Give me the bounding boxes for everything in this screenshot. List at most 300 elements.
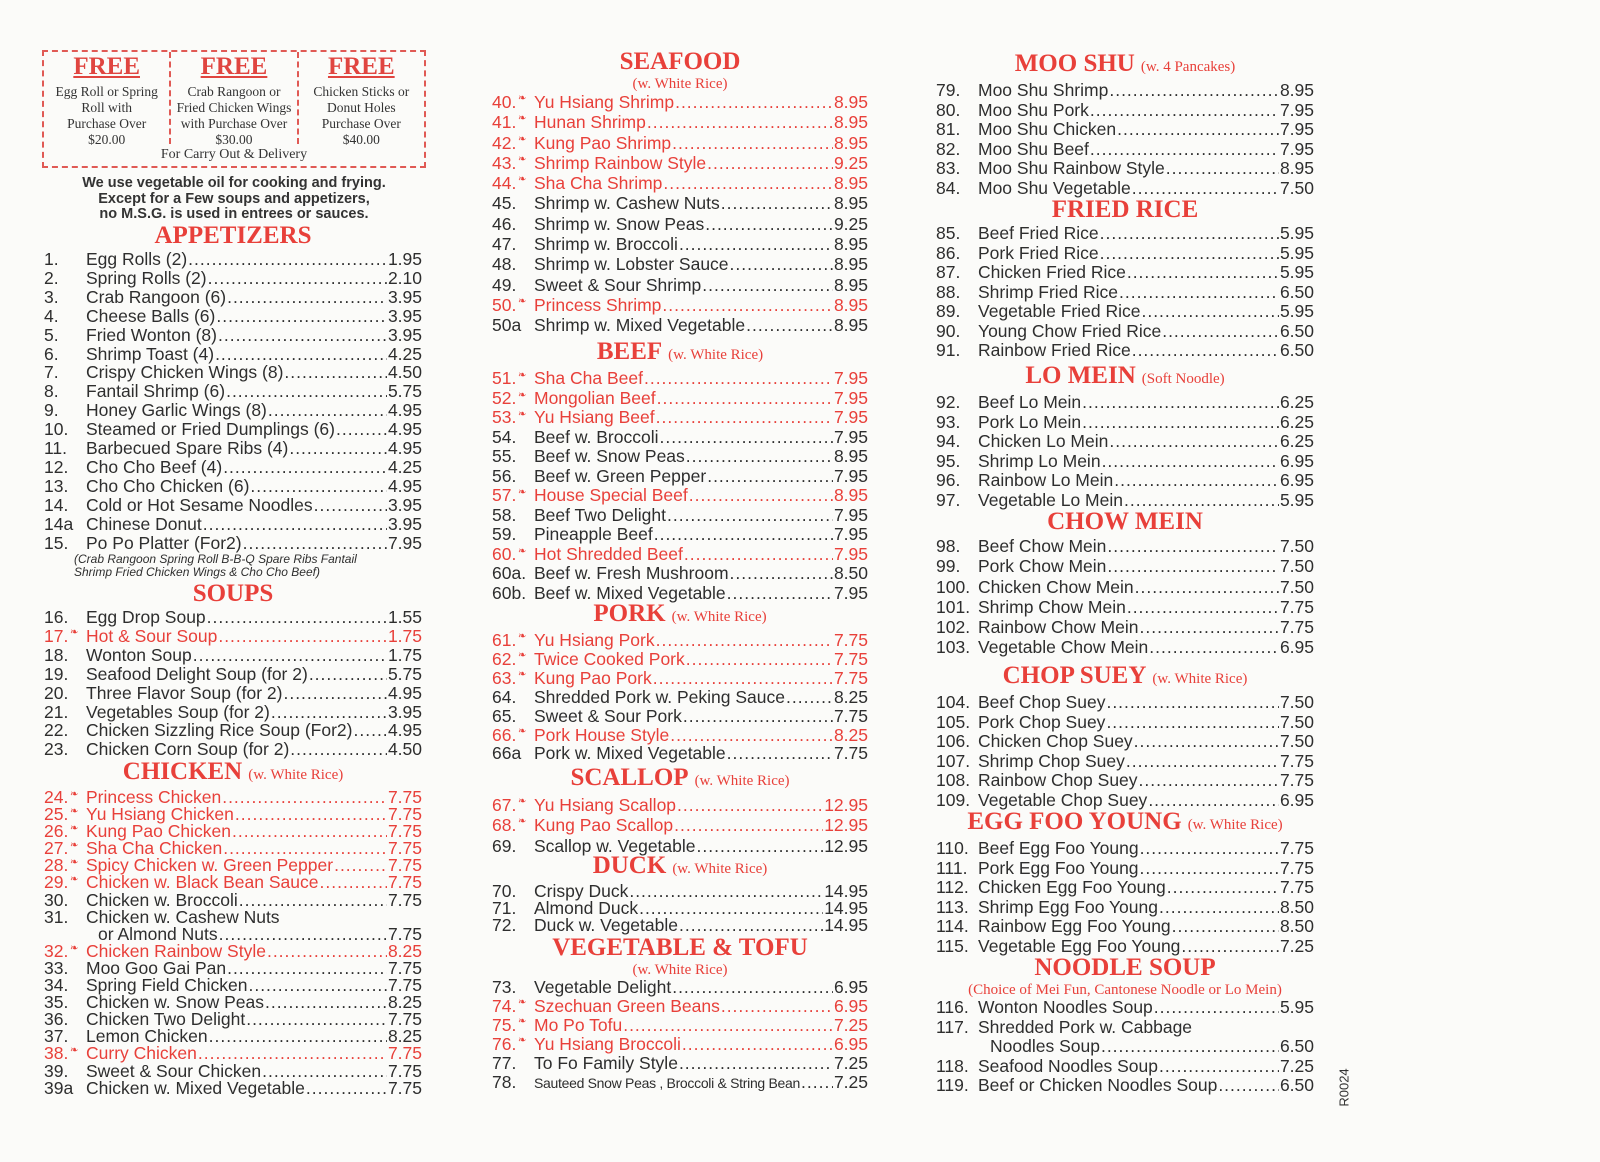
dot-leader <box>1109 432 1279 452</box>
item-price: 7.95 <box>833 524 868 544</box>
menu-item <box>936 556 1314 576</box>
item-number-text: 54. <box>492 426 517 447</box>
menu-item <box>936 771 1314 791</box>
menu-item <box>44 345 422 364</box>
item-price: 6.95 <box>1279 789 1314 810</box>
item-price: 3.95 <box>387 494 422 515</box>
item-price: 4.25 <box>387 343 422 364</box>
menu-item <box>936 859 1314 879</box>
dot-leader <box>1100 224 1279 244</box>
item-name: Spring Rolls (2) <box>86 267 207 288</box>
item-number-text: 64. <box>492 686 517 707</box>
item-name: Shrimp w. Lobster Sauce <box>534 254 729 275</box>
dot-leader <box>674 815 823 835</box>
item-price: 9.25 <box>833 213 868 234</box>
menu-item <box>492 669 868 688</box>
dot-leader <box>629 883 823 900</box>
menu-section-egg-foo-young <box>936 808 1314 956</box>
item-price: 8.95 <box>833 92 868 112</box>
item-price: 8.95 <box>833 173 868 194</box>
section-note: (w. White Rice) <box>1152 671 1248 687</box>
item-number-text: 87. <box>936 262 961 282</box>
item-number <box>492 650 534 669</box>
item-number <box>44 665 86 684</box>
pepper-icon: ❧ <box>70 840 79 852</box>
menu-item <box>492 173 868 193</box>
item-number-text: 90. <box>936 320 961 341</box>
dot-leader <box>188 250 387 269</box>
item-name: Pork Egg Foo Young <box>978 857 1139 878</box>
menu-item <box>936 917 1314 937</box>
item-price: 7.75 <box>1279 770 1314 790</box>
item-number <box>44 458 86 477</box>
section-title: CHOW MEIN <box>1047 508 1203 535</box>
item-price: 8.50 <box>1279 916 1314 936</box>
item-number-text: 18. <box>44 644 69 665</box>
item-name: Moo Shu Beef <box>978 138 1089 159</box>
item-name: Cheese Balls (6) <box>86 305 216 326</box>
item-price: 6.95 <box>833 977 868 997</box>
item-name: House Special Beef <box>534 485 688 505</box>
item-name: Scallop w. Vegetable <box>534 835 696 856</box>
item-price: 7.75 <box>833 648 868 669</box>
menu-item <box>492 978 868 997</box>
promo-offer <box>299 52 424 147</box>
item-name: Egg Drop Soup <box>86 607 206 627</box>
item-number-text: 16. <box>44 607 69 627</box>
item-name: Shrimp Rainbow Style <box>534 152 707 173</box>
item-price: 4.95 <box>387 419 422 440</box>
dot-leader <box>1114 471 1279 491</box>
menu-item <box>936 878 1314 898</box>
menu-item <box>44 1045 422 1062</box>
item-price: 6.50 <box>1279 1036 1314 1056</box>
item-price: 1.55 <box>387 607 422 627</box>
item-name: Hot Shredded Beef <box>534 543 683 564</box>
item-number <box>936 898 978 918</box>
item-name: Vegetable Egg Foo Young <box>978 935 1181 956</box>
menu-item <box>492 92 868 112</box>
item-number <box>492 254 534 274</box>
item-number-text: 101. <box>936 596 971 617</box>
item-number <box>492 795 534 815</box>
menu-item <box>936 432 1314 452</box>
item-number <box>492 631 534 650</box>
dot-leader <box>1082 413 1279 433</box>
item-number-text: 27. <box>44 838 69 859</box>
menu-item <box>44 721 422 740</box>
menu-item <box>936 536 1314 556</box>
menu-section-lo-mein <box>936 362 1314 510</box>
item-price: 6.95 <box>1279 637 1314 658</box>
item-number <box>492 1016 534 1035</box>
dot-leader <box>663 173 833 193</box>
item-number-text: 93. <box>936 411 961 432</box>
dot-leader <box>801 1073 833 1092</box>
item-price: 4.50 <box>387 362 422 383</box>
pepper-icon: ❧ <box>518 153 527 165</box>
item-price: 1.75 <box>387 644 422 665</box>
menu-section-seafood <box>492 48 868 336</box>
dot-leader <box>1140 839 1279 859</box>
menu-item <box>492 254 868 274</box>
item-name: Pineapple Beef <box>534 524 653 544</box>
item-price: 7.75 <box>833 630 868 650</box>
item-number-text: 53. <box>492 407 517 427</box>
item-name: Rainbow Egg Foo Young <box>978 916 1171 936</box>
item-name: Yu Hsiang Scallop <box>534 795 677 815</box>
menu-item <box>44 458 422 477</box>
menu-code: R0024 <box>1336 1068 1352 1107</box>
item-price: 6.95 <box>833 995 868 1016</box>
item-name: Chicken Corn Soup (for 2) <box>86 739 290 760</box>
dot-leader <box>354 721 387 740</box>
item-price: 7.75 <box>387 1043 422 1064</box>
dot-leader <box>644 369 833 389</box>
item-number <box>936 140 978 160</box>
menu-item <box>44 646 422 665</box>
dot-leader <box>677 795 823 815</box>
dot-leader <box>672 978 833 997</box>
notice-line: We use vegetable oil for cooking and frying. <box>82 175 386 191</box>
item-number <box>492 1073 534 1092</box>
menu-section-chicken <box>44 758 422 1097</box>
dot-leader <box>675 92 833 112</box>
notice-line: Except for a Few soups and appetizers, <box>98 190 370 207</box>
pepper-icon: ❧ <box>518 113 527 125</box>
menu-item <box>492 1054 868 1073</box>
item-number-text: 72. <box>492 915 517 936</box>
menu-item <box>492 707 868 726</box>
item-price: 7.50 <box>1279 731 1314 751</box>
dot-leader <box>1140 617 1279 637</box>
item-number <box>492 234 534 254</box>
item-number <box>492 193 534 213</box>
item-price: 7.75 <box>833 667 868 688</box>
menu-item <box>492 369 868 389</box>
item-price: 7.25 <box>833 1071 868 1092</box>
section-heading <box>936 50 1314 81</box>
section-note: (w. 4 Pancakes) <box>1140 59 1236 75</box>
item-number <box>492 428 534 448</box>
menu-item <box>936 413 1314 433</box>
item-name: Beef or Chicken Noodles Soup <box>978 1075 1218 1095</box>
item-number <box>936 393 978 413</box>
item-price: 7.75 <box>1279 596 1314 617</box>
item-price: 7.50 <box>1279 692 1314 712</box>
item-number <box>936 452 978 472</box>
dot-leader <box>746 315 833 335</box>
item-price: 12.95 <box>824 795 868 815</box>
section-title: SCALLOP <box>570 764 689 791</box>
item-name: Mo Po Tofu <box>534 1014 623 1035</box>
item-price: 8.95 <box>833 193 868 214</box>
item-number <box>492 315 534 335</box>
item-number <box>492 173 534 193</box>
item-price: 3.95 <box>387 305 422 326</box>
item-number <box>936 1057 978 1077</box>
item-number <box>44 401 86 420</box>
item-number <box>936 732 978 752</box>
dot-leader <box>679 1054 833 1073</box>
item-number <box>492 389 534 409</box>
section-title: EGG FOO YOUNG <box>967 808 1182 835</box>
item-number <box>936 283 978 303</box>
item-price: 7.75 <box>387 872 422 893</box>
dot-leader <box>265 994 387 1011</box>
dot-leader <box>1154 998 1279 1018</box>
dot-leader <box>672 133 833 153</box>
item-number <box>44 1077 86 1098</box>
item-number-text: 44. <box>492 173 517 194</box>
item-number <box>492 726 534 745</box>
section-title: DUCK <box>592 852 667 879</box>
dot-leader <box>1090 140 1279 160</box>
menu-item <box>936 693 1314 713</box>
item-number-text: 74. <box>492 995 517 1016</box>
item-price: 6.25 <box>1279 411 1314 432</box>
item-price: 7.95 <box>833 465 868 486</box>
item-name: Moo Shu Vegetable <box>978 177 1131 198</box>
item-name: Chicken Two Delight <box>86 1009 246 1030</box>
item-number-text: 69. <box>492 835 517 856</box>
dot-leader <box>209 1028 387 1045</box>
item-price: 8.95 <box>833 274 868 295</box>
dot-leader <box>284 363 387 382</box>
item-name: Spicy Chicken w. Green Pepper <box>86 855 334 876</box>
item-number <box>44 382 86 401</box>
item-number-text: 25. <box>44 804 69 825</box>
dot-leader <box>656 408 833 428</box>
item-number-text: 21. <box>44 701 69 722</box>
item-price: 7.75 <box>1279 617 1314 638</box>
dot-leader <box>660 428 833 448</box>
item-number <box>492 917 534 934</box>
item-name: Kung Pao Shrimp <box>534 132 672 153</box>
item-price: 6.50 <box>1279 1075 1314 1095</box>
dot-leader <box>657 389 833 409</box>
item-number <box>936 859 978 879</box>
item-number <box>492 669 534 688</box>
item-number <box>492 153 534 173</box>
menu-section-beef <box>492 338 868 603</box>
item-name: To Fo Family Style <box>534 1052 678 1073</box>
item-price: 8.50 <box>1279 896 1314 917</box>
menu-item <box>44 288 422 307</box>
dot-leader <box>727 744 833 763</box>
item-number-text: 3. <box>44 286 59 307</box>
item-number <box>492 506 534 526</box>
item-number <box>492 486 534 506</box>
menu-section-noodle-soup <box>936 954 1314 1096</box>
item-number-text: 19. <box>44 663 69 684</box>
item-name: Shrimp w. Snow Peas <box>534 213 705 234</box>
pepper-icon: ❧ <box>518 370 527 381</box>
item-name: Chicken Lo Mein <box>978 431 1109 451</box>
section-note: (w. White Rice) <box>672 861 768 877</box>
pepper-icon: ❧ <box>518 389 527 401</box>
dot-leader <box>684 545 833 565</box>
item-price: 8.25 <box>833 724 868 745</box>
dot-leader <box>227 960 387 977</box>
item-price: 7.95 <box>833 504 868 525</box>
dot-leader <box>248 977 386 994</box>
section-note: (w. White Rice) <box>671 609 767 625</box>
item-number <box>936 752 978 772</box>
menu-section-chop-suey <box>936 662 1314 810</box>
dot-leader <box>1126 752 1279 772</box>
item-price: 8.95 <box>833 294 868 315</box>
dot-leader <box>1106 713 1279 733</box>
item-number-text: 29. <box>44 872 69 893</box>
menu-item <box>44 627 422 646</box>
item-name: Chicken Egg Foo Young <box>978 877 1166 897</box>
section-title: NOODLE SOUP <box>1034 954 1216 981</box>
item-price: 7.95 <box>387 532 422 553</box>
item-name: Lemon Chicken <box>86 1026 208 1047</box>
dot-leader <box>686 447 833 467</box>
item-name: Cho Cho Chicken (6) <box>86 475 250 496</box>
item-price: 5.75 <box>387 663 422 684</box>
item-name: Shrimp w. Broccoli <box>534 234 678 255</box>
dot-leader <box>243 534 387 553</box>
pepper-icon: ❧ <box>518 545 527 557</box>
item-number <box>492 408 534 428</box>
dot-leader <box>334 857 387 874</box>
item-name: Steamed or Fried Dumplings (6) <box>86 419 335 440</box>
item-number-text: 17. <box>44 625 69 646</box>
item-name: Pork House Style <box>534 724 670 745</box>
item-name: Princess Shrimp <box>534 294 662 315</box>
item-number <box>44 496 86 515</box>
item-number <box>492 133 534 153</box>
pepper-icon: ❧ <box>518 295 527 307</box>
item-number <box>44 906 86 927</box>
menu-section-soups <box>44 580 422 759</box>
pepper-icon: ❧ <box>518 725 527 737</box>
menu-item-continued <box>936 1037 1314 1057</box>
menu-item <box>44 665 422 684</box>
item-number-text: 88. <box>936 281 961 302</box>
item-number-text: 105. <box>936 711 971 732</box>
item-name: Princess Chicken <box>86 787 222 807</box>
item-number-text: 102. <box>936 617 971 638</box>
dot-leader <box>267 943 387 960</box>
menu-item <box>936 713 1314 733</box>
item-name: Crab Rangoon (6) <box>86 286 227 307</box>
item-number <box>492 707 534 726</box>
item-number-text: 92. <box>936 392 961 412</box>
section-title: MOO SHU <box>1014 50 1135 77</box>
item-number <box>936 1018 978 1038</box>
pepper-icon: ❧ <box>518 1015 527 1027</box>
item-name: Chicken w. Mixed Vegetable <box>86 1077 305 1098</box>
item-name-continued: Noodles Soup <box>990 1036 1100 1056</box>
item-number <box>492 1035 534 1054</box>
dot-leader <box>1102 452 1279 472</box>
item-number-text: 85. <box>936 223 961 243</box>
pepper-icon: ❧ <box>518 631 527 642</box>
item-name: Shrimp Chow Mein <box>978 596 1126 617</box>
item-price: 7.75 <box>1279 877 1314 897</box>
item-number <box>44 250 86 269</box>
item-number-text: 30. <box>44 889 69 910</box>
item-name: Beef w. Mixed Vegetable <box>534 582 726 603</box>
menu-item <box>492 506 868 526</box>
item-number-text: 65. <box>492 705 517 726</box>
item-number-text: 48. <box>492 254 517 275</box>
item-number <box>44 534 86 553</box>
pepper-icon: ❧ <box>518 174 527 186</box>
dot-leader <box>1109 81 1279 101</box>
item-number <box>936 341 978 361</box>
item-number-text: 79. <box>936 80 961 100</box>
item-name: Shrimp Toast (4) <box>86 343 215 364</box>
section-title: SEAFOOD <box>619 48 741 75</box>
item-name: Yu Hsiang Broccoli <box>534 1033 681 1054</box>
dot-leader <box>320 874 387 891</box>
dot-leader <box>1090 101 1279 121</box>
item-name: Chicken w. Snow Peas <box>86 992 265 1013</box>
item-name: Sweet & Sour Chicken <box>86 1060 262 1081</box>
item-number <box>44 608 86 627</box>
dot-leader <box>290 740 387 759</box>
item-number-text: 96. <box>936 470 961 490</box>
item-number <box>44 703 86 722</box>
item-name: Shredded Pork w. Peking Sauce <box>534 686 785 707</box>
item-number-text: 32. <box>44 940 69 961</box>
item-number-text: 26. <box>44 821 69 842</box>
menu-item <box>44 250 422 269</box>
item-name: Kung Pao Chicken <box>86 821 231 842</box>
dot-leader <box>623 1016 833 1035</box>
item-name: Szechuan Green Beans <box>534 995 720 1016</box>
dot-leader <box>1127 597 1279 617</box>
pepper-icon: ❧ <box>70 857 79 869</box>
dot-leader <box>656 631 833 650</box>
item-number-text: 67. <box>492 795 517 815</box>
item-price: 8.95 <box>833 446 868 466</box>
item-number-text: 103. <box>936 637 971 658</box>
item-number-text: 60a. <box>492 563 527 583</box>
item-number <box>492 525 534 545</box>
item-price: 8.95 <box>1279 80 1314 100</box>
item-number-text: 61. <box>492 630 517 650</box>
item-number-text: 118. <box>936 1055 969 1076</box>
item-number <box>44 627 86 646</box>
item-price: 5.75 <box>387 381 422 402</box>
item-name: Cho Cho Beef (4) <box>86 456 223 477</box>
section-title: BEEF <box>596 338 663 365</box>
item-number <box>936 1076 978 1096</box>
promo-text: Egg Roll or Spring <box>55 84 158 99</box>
item-number <box>936 244 978 264</box>
free-title: FREE <box>200 53 268 80</box>
item-price: 8.95 <box>833 112 868 133</box>
pepper-icon: ❧ <box>518 1034 527 1046</box>
item-number-text: 46. <box>492 213 517 234</box>
dot-leader <box>1140 859 1279 879</box>
item-number-text: 75. <box>492 1014 517 1035</box>
item-name: Chicken w. Cashew Nuts <box>86 906 280 927</box>
item-number-text: 60. <box>492 543 517 564</box>
item-price: 7.75 <box>387 1077 422 1098</box>
menu-item <box>936 140 1314 160</box>
item-number-text: 115. <box>936 935 969 956</box>
menu-section-vegetable-tofu <box>492 934 868 1092</box>
section-note: (Soft Noodle) <box>1141 371 1225 387</box>
item-number-text: 76. <box>492 1033 517 1054</box>
